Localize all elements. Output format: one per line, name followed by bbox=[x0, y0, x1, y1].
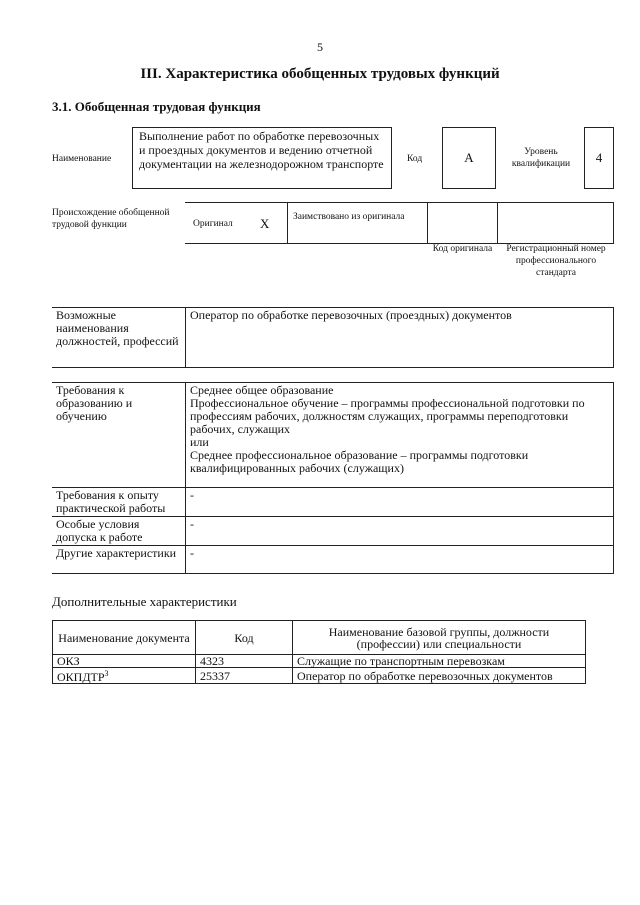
additional-table bbox=[52, 620, 586, 684]
gtf-level-value: 4 bbox=[584, 127, 614, 189]
row-doc-text: ОКПДТР bbox=[57, 670, 105, 684]
gtf-name-value: Выполнение работ по обработке перевозочных и проездных документов и ведению отчетной документации на железнодорожном транспорте bbox=[132, 127, 392, 189]
additional-title: Дополнительные характеристики bbox=[52, 594, 237, 609]
experience-label: Требования к опыту практической работы bbox=[52, 488, 186, 517]
header-code: Код bbox=[196, 621, 293, 655]
subsection-title: 3.1. Обобщенная трудовая функция bbox=[52, 99, 261, 114]
origin-box bbox=[185, 202, 614, 244]
education-line: Среднее общее образование bbox=[190, 383, 334, 397]
level-label: Уровень квалификации bbox=[511, 147, 571, 169]
original-label: Оригинал bbox=[193, 219, 233, 229]
row-code: 25337 bbox=[196, 668, 293, 684]
code-original-caption: Код оригинала bbox=[432, 244, 493, 254]
code-label: Код bbox=[407, 154, 423, 164]
header-doc: Наименование документа bbox=[53, 621, 196, 655]
footnote-mark: 3 bbox=[104, 669, 109, 678]
other-label: Другие характеристики bbox=[52, 546, 186, 574]
borrowed-label: Заимствовано из оригинала bbox=[293, 212, 405, 222]
table-row bbox=[53, 655, 586, 668]
other-value: - bbox=[186, 546, 614, 574]
education-label: Требования к образованию и обучению bbox=[52, 383, 186, 488]
row-doc: ОКЗ bbox=[53, 655, 196, 668]
gtf-code-value: А bbox=[442, 127, 496, 189]
header-name: Наименование базовой группы, должности (профессии) или специальности bbox=[293, 621, 586, 655]
admission-label: Особые условия допуска к работе bbox=[52, 517, 186, 546]
positions-value: Оператор по обработке перевозочных (проездных) документов bbox=[186, 308, 614, 368]
requirements-table bbox=[52, 382, 614, 574]
page-number: 5 bbox=[317, 40, 323, 54]
admission-value: - bbox=[186, 517, 614, 546]
name-label: Наименование bbox=[52, 154, 112, 164]
positions-label: Возможные наименования должностей, профессий bbox=[52, 308, 186, 368]
education-value bbox=[186, 383, 614, 488]
row-name: Служащие по транспортным перевозкам bbox=[293, 655, 586, 668]
experience-value: - bbox=[186, 488, 614, 517]
positions-table bbox=[52, 307, 614, 368]
row-name: Оператор по обработке перевозочных документов bbox=[293, 668, 586, 684]
reg-number-caption: Регистрационный номер профессионального стандарта bbox=[506, 244, 606, 278]
table-row bbox=[53, 668, 586, 684]
education-line: Среднее профессиональное образование – программы подготовки квалифицированных рабочих (служащих) bbox=[190, 448, 529, 475]
education-line: Профессиональное обучение – программы профессиональной подготовки по профессиям рабочих, должностям служащих, программы переподготовки рабочих, служащих bbox=[190, 396, 585, 436]
row-code: 4323 bbox=[196, 655, 293, 668]
education-line: или bbox=[190, 435, 209, 449]
origin-label: Происхождение обобщенной трудовой функции bbox=[52, 208, 170, 230]
original-mark: X bbox=[260, 216, 270, 231]
section-title: III. Характеристика обобщенных трудовых функций bbox=[140, 66, 500, 82]
row-doc bbox=[53, 668, 196, 684]
